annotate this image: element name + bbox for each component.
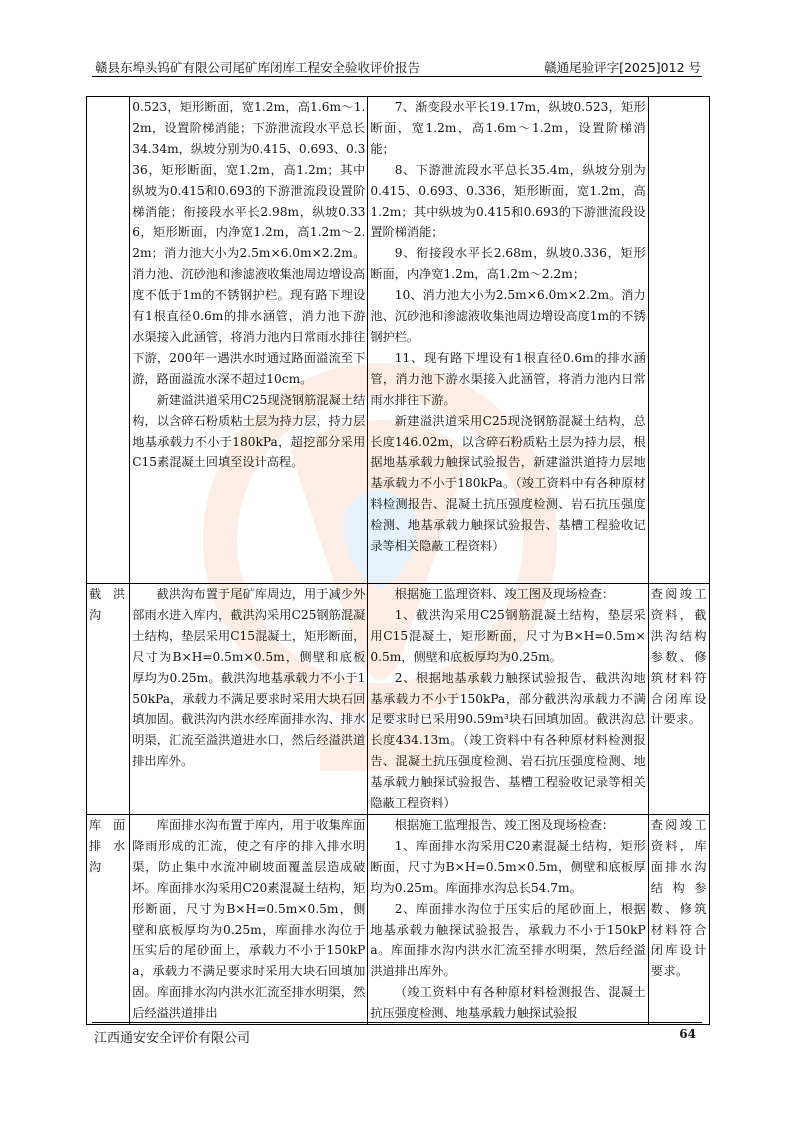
table-row	[87, 584, 710, 815]
paragraph: 新建溢洪道采用C25现浇钢筋混凝土结构，总长度146.02m，以含碎石粉质粘土层为持力层，根据地基承载力触探试验报告，新建溢洪道持力层地基承载力不小于180kPa。（竣工资料中有各种原材料检测报告、混凝土抗压强度检测、岩石抗压强度检测、地基承载力触探试验报告、基槽工程验收记录等相关隐蔽工程资料）	[370, 413, 646, 554]
design-requirement-cell	[130, 814, 368, 1024]
table-row	[87, 814, 710, 1024]
paragraph: 1、截洪沟采用C25钢筋混凝土结构，垫层采用C15混凝土，矩形断面，尺寸为B×H=0.5m×0.5m，侧壁和底板厚均为0.25m。	[370, 607, 646, 664]
paragraph: 9、衔接段水平长2.68m，纵坡0.336，矩形断面，内净宽1.2m，高1.2m～2.2m；	[370, 246, 646, 282]
paragraph: 库面排水沟布置于库内，用于收集库面降雨形成的汇流，使之有序的排入排水明渠，防止集中水流冲刷坡面覆盖层造成破坏。库面排水沟采用C20素混凝土结构，矩形断面，尺寸为B×H=0.5m×0.5m，侧壁和底板厚均为0.25m，库面排水沟位于压实后的尾砂面上，承载力不小于150kPa，承载力不满足要求时采用大块石回填加固。库面排水沟内洪水汇流至排水明渠，然后经溢洪道排出	[132, 817, 366, 1021]
paragraph: 1、库面排水沟采用C20素混凝土结构，矩形断面，尺寸为B×H=0.5m×0.5m，侧壁和底板厚均为0.25m。库面排水沟总长54.7m。	[370, 838, 646, 895]
evaluation-table	[86, 96, 710, 1025]
paragraph: 10、消力池大小为2.5m×6.0m×2.2m。消力池、沉砂池和渗滤液收集池周边增设高度1m的不锈钢护栏。	[370, 288, 646, 344]
header-rule	[92, 76, 702, 77]
inspection-result-cell	[368, 584, 648, 815]
item-name-cell: 截洪沟	[87, 584, 130, 815]
design-requirement-cell	[130, 584, 368, 815]
paragraph: 2、根据地基承载力触探试验报告，截洪沟地基承载力不小于150kPa，部分截洪沟承载力不满足要求时已采用90.59m³块石回填加固。截洪沟总长度434.13m。（竣工资料中有各种原材料检测报告、混凝土抗压强度检测、岩石抗压强度检测、地基承载力触探试验报告、基槽工程验收记录等相关隐蔽工程资料）	[370, 670, 646, 811]
table-row	[87, 97, 710, 584]
item-name-cell: 库面排水沟	[87, 814, 130, 1024]
footer-rule	[92, 1022, 702, 1023]
paragraph: 0.523，矩形断面，宽1.2m，高1.6m～1.2m，设置阶梯消能；下游泄流段水平总长34.34m，纵坡分别为0.415、0.693、0.336，矩形断面，宽1.2m，高1.2m；其中纵坡为0.415和0.693的下游泄流段设置阶梯消能；衔接段水平长2.98m，纵坡0.336，矩形断面，内净宽1.2m，高1.2m～2.2m；消力池大小为2.5m×6.0m×2.2m。消力池、沉砂池和渗滤液收集池周边增设高度不低于1m的不锈钢护栏。现有路下埋设有1根直径0.6m的排水涵管，消力池下游水渠接入此涵管，将消力池内日常雨水排往下游，200年一遇洪水时通过路面溢流至下游，路面溢流水深不超过10cm。	[132, 100, 366, 386]
footer-company: 江西通安安全评价有限公司	[94, 1031, 251, 1046]
design-requirement-cell	[130, 97, 368, 584]
paragraph: （竣工资料中有各种原材料检测报告、混凝土抗压强度检测、地基承载力触探试验报	[370, 985, 646, 1021]
page-number: 64	[679, 1027, 696, 1041]
paragraph: 2、库面排水沟位于压实后的尾砂面上，根据地基承载力触探试验报告，承载力不小于150kPa。库面排水沟内洪水汇流至排水明渠，然后经溢洪道排出库外。	[370, 901, 646, 979]
inspection-result-cell	[368, 97, 648, 584]
inspection-result-cell	[368, 814, 648, 1024]
header-title: 赣县东埠头钨矿有限公司尾矿库闭库工程安全验收评价报告	[95, 60, 421, 75]
paragraph: 新建溢洪道采用C25现浇钢筋混凝土结构，以含碎石粉质粘土层为持力层，持力层地基承载力不小于180kPa，超挖部分采用C15素混凝土回填至设计高程。	[132, 392, 366, 470]
item-name-cell	[87, 97, 130, 584]
header-doc-number: 赣通尾验评字[2025]012 号	[544, 60, 701, 75]
conclusion-cell	[648, 97, 709, 584]
paragraph: 根据施工监理报告、竣工图及现场检查：	[394, 817, 615, 832]
paragraph: 11、现有路下埋设有1根直径0.6m的排水涵管，消力池下游水渠接入此涵管，将消力池内日常雨水排往下游。	[370, 350, 646, 407]
paragraph: 7、渐变段水平长19.17m，纵坡0.523，矩形断面，宽1.2m，高1.6m～1.2m，设置阶梯消能；	[370, 100, 646, 156]
conclusion-cell: 查阅竣工资料，截洪沟结构参数、修筑材料符合闭库设计要求。	[648, 584, 709, 815]
paragraph: 截洪沟布置于尾矿库周边，用于减少外部雨水进入库内，截洪沟采用C25钢筋混凝土结构，垫层采用C15混凝土，矩形断面，尺寸为B×H=0.5m×0.5m，侧壁和底板厚均为0.25m。截洪沟地基承载力不小于150kPa，承载力不满足要求时采用大块石回填加固。截洪沟内洪水经库面排水沟、排水明渠，汇流至溢洪道进水口，然后经溢洪道排出库外。	[132, 587, 366, 769]
paragraph: 根据施工监理资料、竣工图及现场检查：	[394, 587, 615, 601]
conclusion-cell: 查阅竣工资料，库面排水沟结构参数、修筑材料符合闭库设计要求。	[648, 814, 709, 1024]
paragraph: 8、下游泄流段水平总长35.4m，纵坡分别为0.415、0.693、0.336，矩形断面，宽1.2m，高1.2m；其中纵坡为0.415和0.693的下游泄流段设置阶梯消能；	[370, 162, 646, 240]
